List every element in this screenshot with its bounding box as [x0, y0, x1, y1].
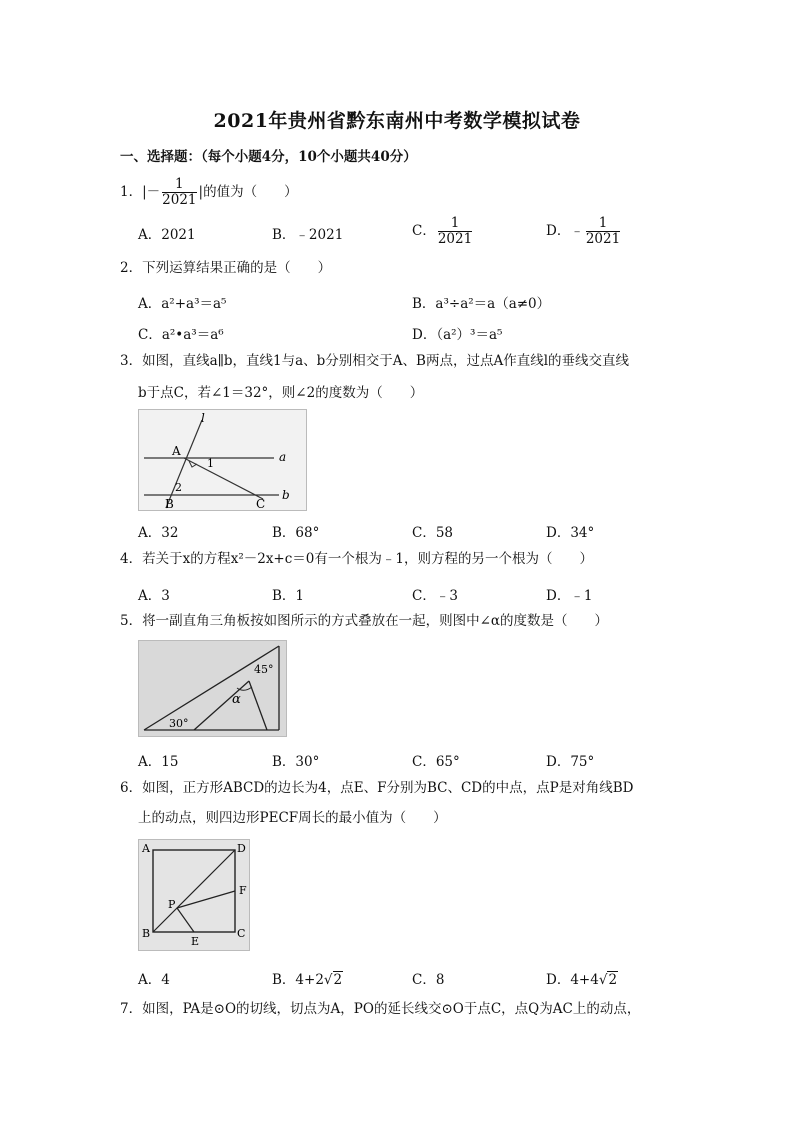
q1-option-c[interactable] — [412, 216, 474, 247]
q2-option-d[interactable]: D．（a²）³＝a⁵ — [412, 327, 503, 343]
q6-label-E: E — [191, 935, 200, 948]
q1-frac-num: 1 — [162, 177, 196, 193]
q1-c-num: 1 — [438, 216, 472, 232]
q5-alpha-arc — [237, 687, 252, 690]
question-6-line1: 6．如图，正方形ABCD的边长为4，点E、F分别为BC、CD的中点，点P是对角线BD — [120, 780, 634, 796]
q6-option-d[interactable] — [546, 968, 618, 988]
q3-label-a: a — [279, 450, 287, 464]
question-6-line2: 上的动点，则四边形PECF周长的最小值为（ ） — [138, 810, 447, 826]
q4-option-b[interactable]: B．1 — [272, 588, 305, 604]
q5-label-30: 30° — [169, 717, 189, 730]
q3-figure — [138, 409, 307, 511]
q5-label-45: 45° — [254, 663, 274, 676]
q1-option-b[interactable]: B．﹣2021 — [272, 227, 344, 243]
q3-label-1: 1 — [207, 457, 214, 470]
q3-label-2: 2 — [175, 481, 182, 494]
q5-figure — [138, 640, 287, 737]
question-4: 4．若关于x的方程x²－2x+c＝0有一个根为﹣1，则方程的另一个根为（ ） — [120, 551, 593, 567]
question-3-line2: b于点C，若∠1＝32°，则∠2的度数为（ ） — [138, 385, 424, 401]
q6-b-radicand: 2 — [333, 972, 343, 988]
q6-option-a[interactable]: A．4 — [138, 972, 170, 988]
q1-number: 1． — [120, 184, 143, 200]
q6-label-F: F — [239, 884, 247, 897]
q3-label-B: B — [165, 497, 174, 511]
q3-label-b: b — [282, 488, 290, 502]
q6-label-P: P — [168, 898, 176, 911]
q6-label-B: B — [142, 927, 151, 940]
q3-option-d[interactable]: D．34° — [546, 525, 595, 541]
q1-fraction — [162, 177, 196, 208]
question-7: 7．如图，PA是⊙O的切线，切点为A，PO的延长线交⊙O于点C，点Q为AC上的动点， — [120, 1001, 641, 1017]
q5-option-b[interactable]: B．30° — [272, 754, 320, 770]
q6-option-b[interactable] — [272, 968, 343, 988]
page-title: 2021年贵州省黔东南州中考数学模拟试卷 — [213, 110, 581, 132]
q6-label-C: C — [237, 927, 246, 940]
q6-label-D: D — [237, 842, 246, 855]
question-1 — [120, 177, 298, 208]
question-2: 2．下列运算结果正确的是（ ） — [120, 260, 332, 276]
q1-c-fraction — [438, 216, 472, 247]
q6-segment-pe — [177, 908, 194, 932]
q1-pre: |－ — [142, 184, 161, 200]
q5-option-c[interactable]: C．65° — [412, 754, 460, 770]
q5-option-a[interactable]: A．15 — [138, 754, 179, 770]
q5-inner-right — [249, 681, 267, 730]
q1-d-prefix: D．﹣ — [546, 223, 584, 239]
q3-option-a[interactable]: A．32 — [138, 525, 179, 541]
q1-c-den: 2021 — [437, 231, 473, 247]
q6-figure — [138, 839, 250, 951]
q1-d-fraction — [586, 216, 620, 247]
q5-label-alpha: α — [232, 692, 241, 707]
q2-option-c[interactable]: C．a²•a³＝a⁶ — [138, 327, 224, 343]
q2-option-b[interactable]: B．a³÷a²＝a（a≠0） — [412, 296, 551, 312]
q1-c-prefix: C． — [412, 223, 436, 239]
section-heading: 一、选择题：（每个小题4分，10个小题共40分） — [120, 149, 417, 165]
q6-d-prefix: D．4+4 — [546, 972, 599, 988]
q3-option-c[interactable]: C．58 — [412, 525, 454, 541]
sqrt-icon: √ — [323, 972, 333, 988]
q2-option-a[interactable]: A．a²+a³＝a⁵ — [138, 296, 227, 312]
q4-option-a[interactable]: A．3 — [138, 588, 170, 604]
q4-option-d[interactable]: D．﹣1 — [546, 588, 593, 604]
q6-label-A: A — [142, 842, 150, 855]
q4-option-c[interactable]: C．﹣3 — [412, 588, 458, 604]
q1-frac-den: 2021 — [162, 192, 197, 208]
sqrt-icon: √ — [598, 972, 608, 988]
q1-d-num: 1 — [586, 216, 620, 232]
question-3-line1: 3．如图，直线a∥b，直线1与a、b分别相交于A、B两点，过点A作直线l的垂线交直线 — [120, 353, 630, 369]
q3-option-b[interactable]: B．68° — [272, 525, 320, 541]
q3-label-C: C — [256, 497, 266, 511]
q5-option-d[interactable]: D．75° — [546, 754, 595, 770]
q1-post: |的值为（ ） — [198, 184, 298, 200]
question-5: 5．将一副直角三角板按如图所示的方式叠放在一起，则图中∠α的度数是（ ） — [120, 613, 609, 629]
q6-d-radicand: 2 — [608, 972, 618, 988]
q3-label-A: A — [172, 444, 181, 458]
q6-b-prefix: B．4+2 — [272, 972, 324, 988]
q6-option-c[interactable]: C．8 — [412, 972, 445, 988]
q1-option-d[interactable] — [546, 216, 622, 247]
q3-label-l: l — [201, 411, 205, 425]
q1-option-a[interactable]: A．2021 — [138, 227, 196, 243]
q6-diagonal — [153, 850, 235, 932]
q1-d-den: 2021 — [585, 231, 621, 247]
q5-hypotenuse — [144, 646, 279, 730]
